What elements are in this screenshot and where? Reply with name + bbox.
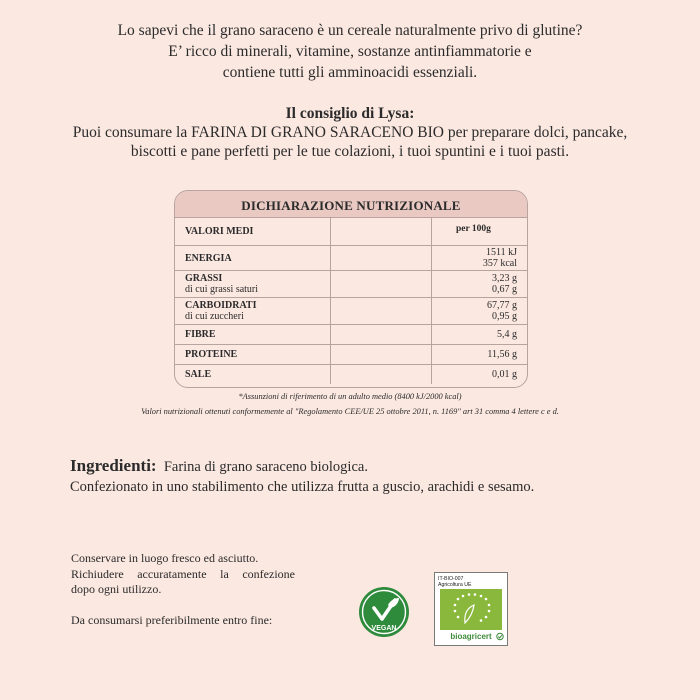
row-label: PROTEINE (185, 349, 238, 360)
table-header-row (175, 218, 527, 246)
tip-line: Puoi consumare la FARINA DI GRANO SARACENO BIO per preparare dolci, pancake, (72, 124, 628, 141)
storage-line: Richiudere accuratamente la confezione (71, 566, 295, 581)
intro-line: Lo sapevi che il grano saraceno è un cereale naturalmente privo di glutine? (117, 22, 583, 39)
best-before-label: Da consumarsi preferibilmente entro fine: (71, 612, 273, 627)
intro-line: contiene tutti gli amminoacidi essenziali. (222, 64, 478, 81)
row-sublabel: di cui grassi saturi (185, 284, 259, 295)
eu-organic-badge (434, 572, 508, 646)
tip-title: Il consiglio di Lysa: (285, 105, 415, 122)
row-value: 11,56 g (487, 349, 517, 360)
intro-text (0, 20, 700, 83)
row-label: GRASSI (185, 273, 223, 284)
ingredients-text: Farina di grano saraceno biologica. (163, 459, 368, 475)
tip-line: biscotti e pane perfetti per le tue colazioni, i tuoi spuntini e i tuoi pasti. (130, 143, 570, 160)
row-value: 0,67 g (492, 284, 517, 295)
row-label: FIBRE (185, 329, 216, 340)
ingredients-title: Ingredienti: (70, 456, 157, 475)
row-value: 0,95 g (492, 311, 517, 322)
table-row (175, 298, 527, 325)
row-value: 3,23 g (492, 273, 517, 284)
table-row (175, 345, 527, 365)
nutrition-title: DICHIARAZIONE NUTRIZIONALE (175, 191, 527, 218)
row-sublabel: di cui zuccheri (185, 311, 244, 322)
table-row (175, 365, 527, 384)
col-value: per 100g (456, 223, 491, 234)
row-label: ENERGIA (185, 252, 232, 264)
footnote-regulation: Valori nutrizionali ottenuti conformemente al "Regolamento CEE/UE 25 ottobre 2011, n. 1169" art 31 comma 4 lettere c e d. (141, 407, 559, 416)
intro-line: E’ ricco di minerali, vitamine, sostanze antinfiammatorie e (168, 43, 532, 60)
ingredients-section (70, 456, 534, 497)
col-label: VALORI MEDI (185, 226, 254, 237)
vegan-badge (358, 586, 410, 638)
nutrition-table (174, 190, 528, 388)
storage-line: dopo ogni utilizzo. (71, 582, 162, 596)
table-row (175, 325, 527, 345)
row-value: 1511 kJ (485, 247, 517, 258)
table-row (175, 246, 527, 271)
bio-code: IT-BIO-007 (438, 576, 464, 582)
table-row (175, 271, 527, 298)
row-label: SALE (185, 369, 212, 380)
row-label: CARBOIDRATI (185, 300, 257, 311)
footnote-reference-intake: *Assunzioni di riferimento di un adulto medio (8400 kJ/2000 kcal) (238, 392, 462, 401)
row-value: 5,4 g (497, 329, 517, 340)
tip-section (0, 104, 700, 161)
bio-brand: bioagricert (450, 632, 492, 641)
bio-sub: Agricoltura UE (438, 582, 472, 588)
storage-line: Conservare in luogo fresco ed asciutto. (71, 551, 259, 565)
row-value: 67,77 g (487, 300, 517, 311)
row-value: 357 kcal (482, 258, 517, 269)
row-value: 0,01 g (492, 369, 517, 380)
vegan-label: VEGAN (371, 625, 397, 632)
storage-instructions (71, 551, 295, 628)
allergen-notice: Confezionato in uno stabilimento che utilizza frutta a guscio, arachidi e sesamo. (70, 479, 535, 495)
